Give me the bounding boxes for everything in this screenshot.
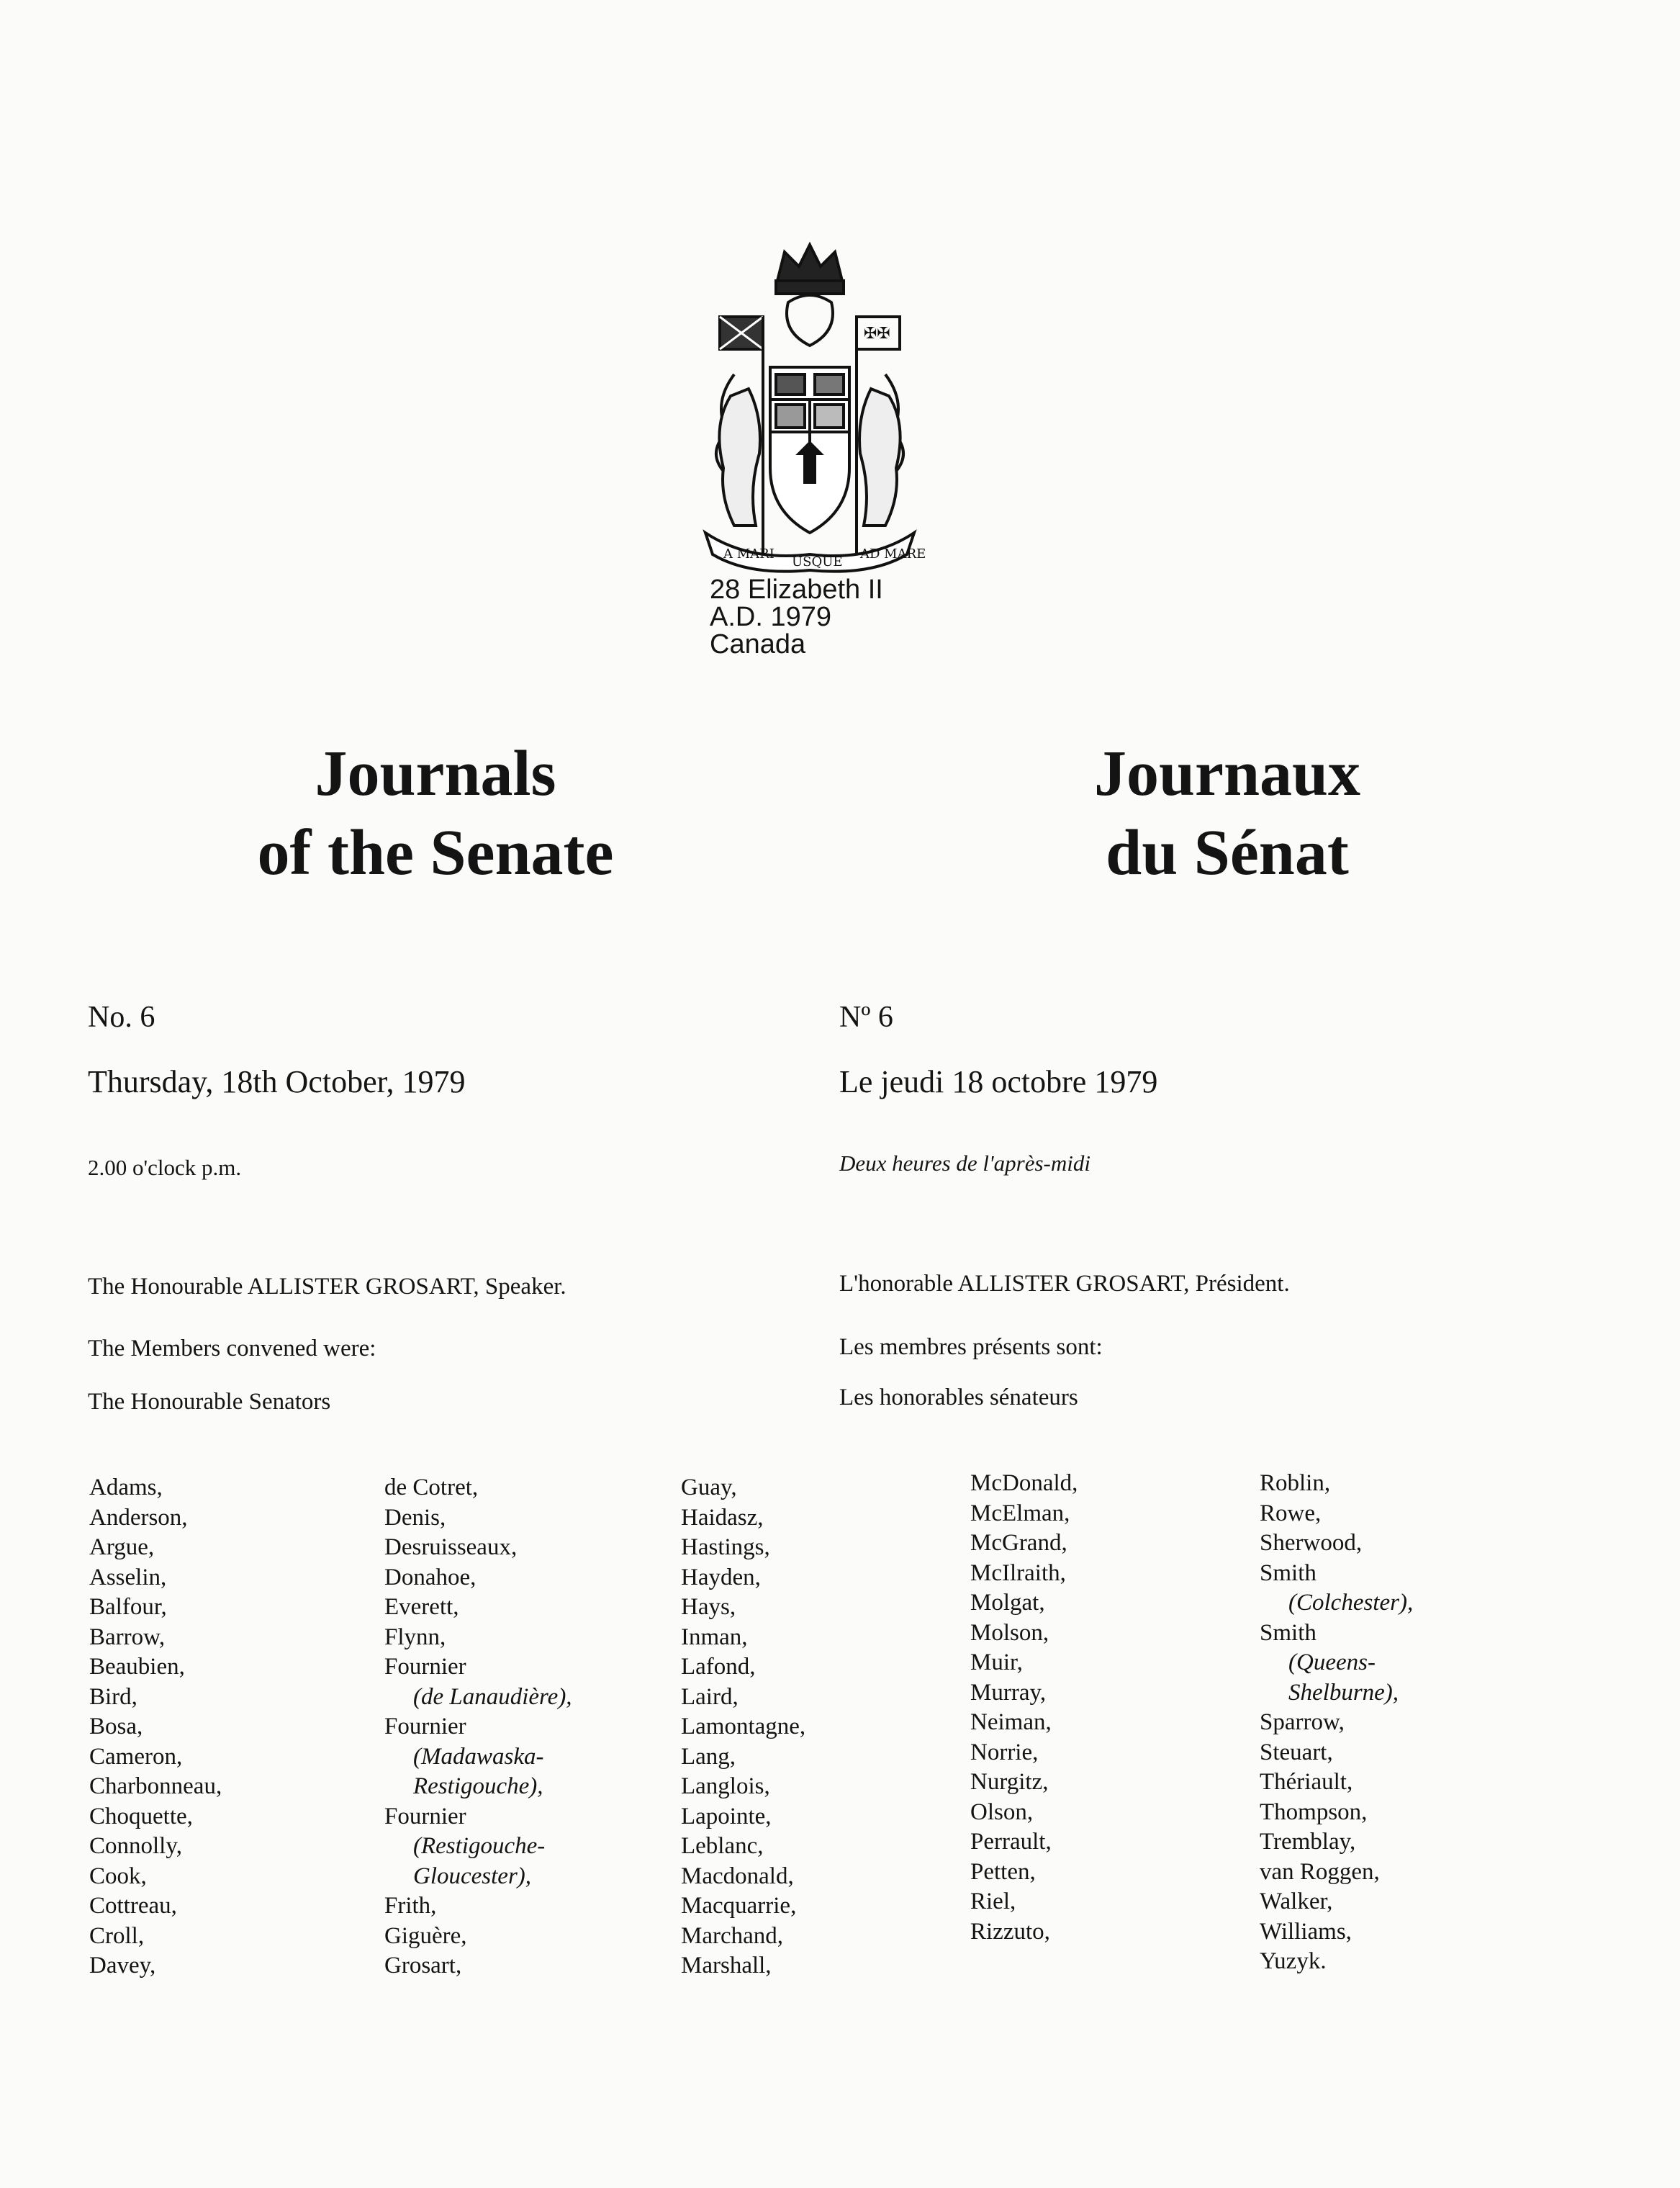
list-item: Steuart, [1260,1739,1333,1765]
issue-number-english: No. 6 [88,1001,155,1034]
list-item: (Restigouche- [413,1833,546,1859]
list-item: Frith, [384,1893,437,1919]
list-item: Petten, [970,1858,1036,1885]
year: A.D. 1979 [710,602,831,632]
list-item: Inman, [681,1624,748,1650]
list-item: Bird, [89,1683,137,1710]
list-item: (Colchester), [1288,1590,1414,1616]
list-item: McElman, [970,1500,1070,1526]
svg-text:USQUE: USQUE [792,554,843,569]
time-english: 2.00 o'clock p.m. [88,1155,242,1180]
list-item: Balfour, [89,1594,167,1620]
list-item: Laird, [681,1683,739,1710]
list-item: Gloucester), [413,1863,532,1889]
title-english-line2: of the Senate [257,817,614,888]
list-item: Langlois, [681,1773,770,1799]
list-item: (Queens- [1288,1649,1376,1675]
list-item: Marchand, [681,1922,784,1949]
crest-icon [691,238,929,576]
list-item: Hastings, [681,1534,770,1560]
senators-column-1 [89,1473,222,1981]
list-item: Yuzyk. [1260,1948,1327,1974]
list-item: van Roggen, [1260,1858,1380,1885]
list-item: Bosa, [89,1714,143,1739]
list-item: Marshall, [681,1953,772,1978]
title-english [137,734,734,893]
svg-text:✠✠: ✠✠ [864,325,890,343]
speaker-english: The Honourable ALLISTER GROSART, Speaker. [88,1274,566,1300]
list-item: McIlraith, [970,1559,1066,1586]
list-item: Smith [1260,1559,1317,1586]
senators-heading-french: Les honorables sénateurs [839,1385,1078,1410]
list-item: Nurgitz, [970,1769,1049,1795]
list-item: Haidasz, [681,1504,764,1531]
regnal-year: 28 Elizabeth II [710,575,883,605]
list-item: Croll, [89,1922,145,1949]
list-item: Fournier [384,1714,466,1739]
list-item: Perrault, [970,1829,1052,1855]
svg-text:A MARI: A MARI [723,546,774,562]
list-item: Connolly, [89,1833,182,1859]
list-item: Sparrow, [1260,1709,1345,1735]
list-item: Thériault, [1260,1769,1353,1795]
list-item: Thompson, [1260,1798,1368,1825]
list-item: Everett, [384,1594,459,1620]
list-item: Lapointe, [681,1803,772,1829]
list-item: Muir, [970,1649,1023,1675]
list-item: Tremblay, [1260,1829,1356,1855]
svg-text:AD MARE: AD MARE [860,546,926,562]
list-item: Choquette, [89,1803,193,1829]
list-item: Neiman, [970,1709,1052,1735]
list-item: Norrie, [970,1739,1039,1765]
list-item: Lafond, [681,1654,756,1680]
list-item: Asselin, [89,1564,167,1590]
list-item: Davey, [89,1953,156,1978]
list-item: Giguère, [384,1922,467,1949]
convened-french: Les membres présents sont: [839,1334,1103,1360]
list-item: Restigouche), [413,1773,543,1799]
coat-of-arms [691,238,929,576]
list-item: Shelburne), [1288,1679,1399,1706]
convened-english: The Members convened were: [88,1336,376,1361]
senators-column-4 [970,1469,1078,1947]
list-item: Cook, [89,1863,147,1889]
list-item: Walker, [1260,1888,1333,1914]
title-french-line2: du Sénat [1106,817,1349,888]
list-item: Sherwood, [1260,1530,1363,1556]
list-item: Guay, [681,1475,737,1500]
country: Canada [710,629,806,659]
list-item: Rizzuto, [970,1918,1050,1945]
list-item: Roblin, [1260,1470,1331,1496]
list-item: Leblanc, [681,1833,764,1859]
list-item: Argue, [89,1534,155,1560]
list-item: Fournier [384,1803,466,1829]
title-french-line1: Journaux [1093,738,1361,809]
list-item: Lang, [681,1743,736,1770]
speaker-french: L'honorable ALLISTER GROSART, Président. [839,1271,1290,1297]
issue-number-french: Nº 6 [839,1001,893,1034]
list-item: Hays, [681,1594,736,1620]
list-item: Macquarrie, [681,1893,797,1919]
list-item: Riel, [970,1888,1016,1914]
senators-column-2 [384,1473,572,1981]
list-item: Macdonald, [681,1863,794,1889]
list-item: Rowe, [1260,1500,1322,1526]
list-item: McDonald, [970,1470,1078,1496]
list-item: Murray, [970,1679,1047,1706]
title-english-line1: Journals [315,738,556,809]
time-french: Deux heures de l'après-midi [839,1151,1090,1176]
list-item: McGrand, [970,1530,1067,1556]
list-item: Cottreau, [89,1893,177,1919]
list-item: Lamontagne, [681,1714,806,1739]
list-item: Adams, [89,1475,163,1500]
list-item: Molgat, [970,1590,1045,1616]
list-item: (Madawaska- [413,1743,544,1770]
list-item: Molson, [970,1619,1049,1646]
senators-column-3 [681,1473,805,1981]
list-item: Donahoe, [384,1564,477,1590]
senators-heading-english: The Honourable Senators [88,1389,331,1415]
senators-column-5 [1260,1469,1413,1977]
list-item: Anderson, [89,1504,188,1531]
list-item: de Cotret, [384,1475,479,1500]
list-item: Barrow, [89,1624,166,1650]
list-item: Smith [1260,1619,1317,1646]
title-french [929,734,1526,893]
list-item: (de Lanaudière), [413,1683,572,1710]
list-item: Denis, [384,1504,446,1531]
list-item: Beaubien, [89,1654,185,1680]
list-item: Grosart, [384,1953,462,1978]
list-item: Olson, [970,1798,1034,1825]
list-item: Hayden, [681,1564,761,1590]
date-french: Le jeudi 18 octobre 1979 [839,1064,1158,1099]
list-item: Charbonneau, [89,1773,222,1799]
date-english: Thursday, 18th October, 1979 [88,1064,466,1099]
list-item: Cameron, [89,1743,183,1770]
list-item: Flynn, [384,1624,446,1650]
list-item: Fournier [384,1654,466,1680]
regnal-block [710,576,883,658]
list-item: Desruisseaux, [384,1534,518,1560]
list-item: Williams, [1260,1918,1352,1945]
